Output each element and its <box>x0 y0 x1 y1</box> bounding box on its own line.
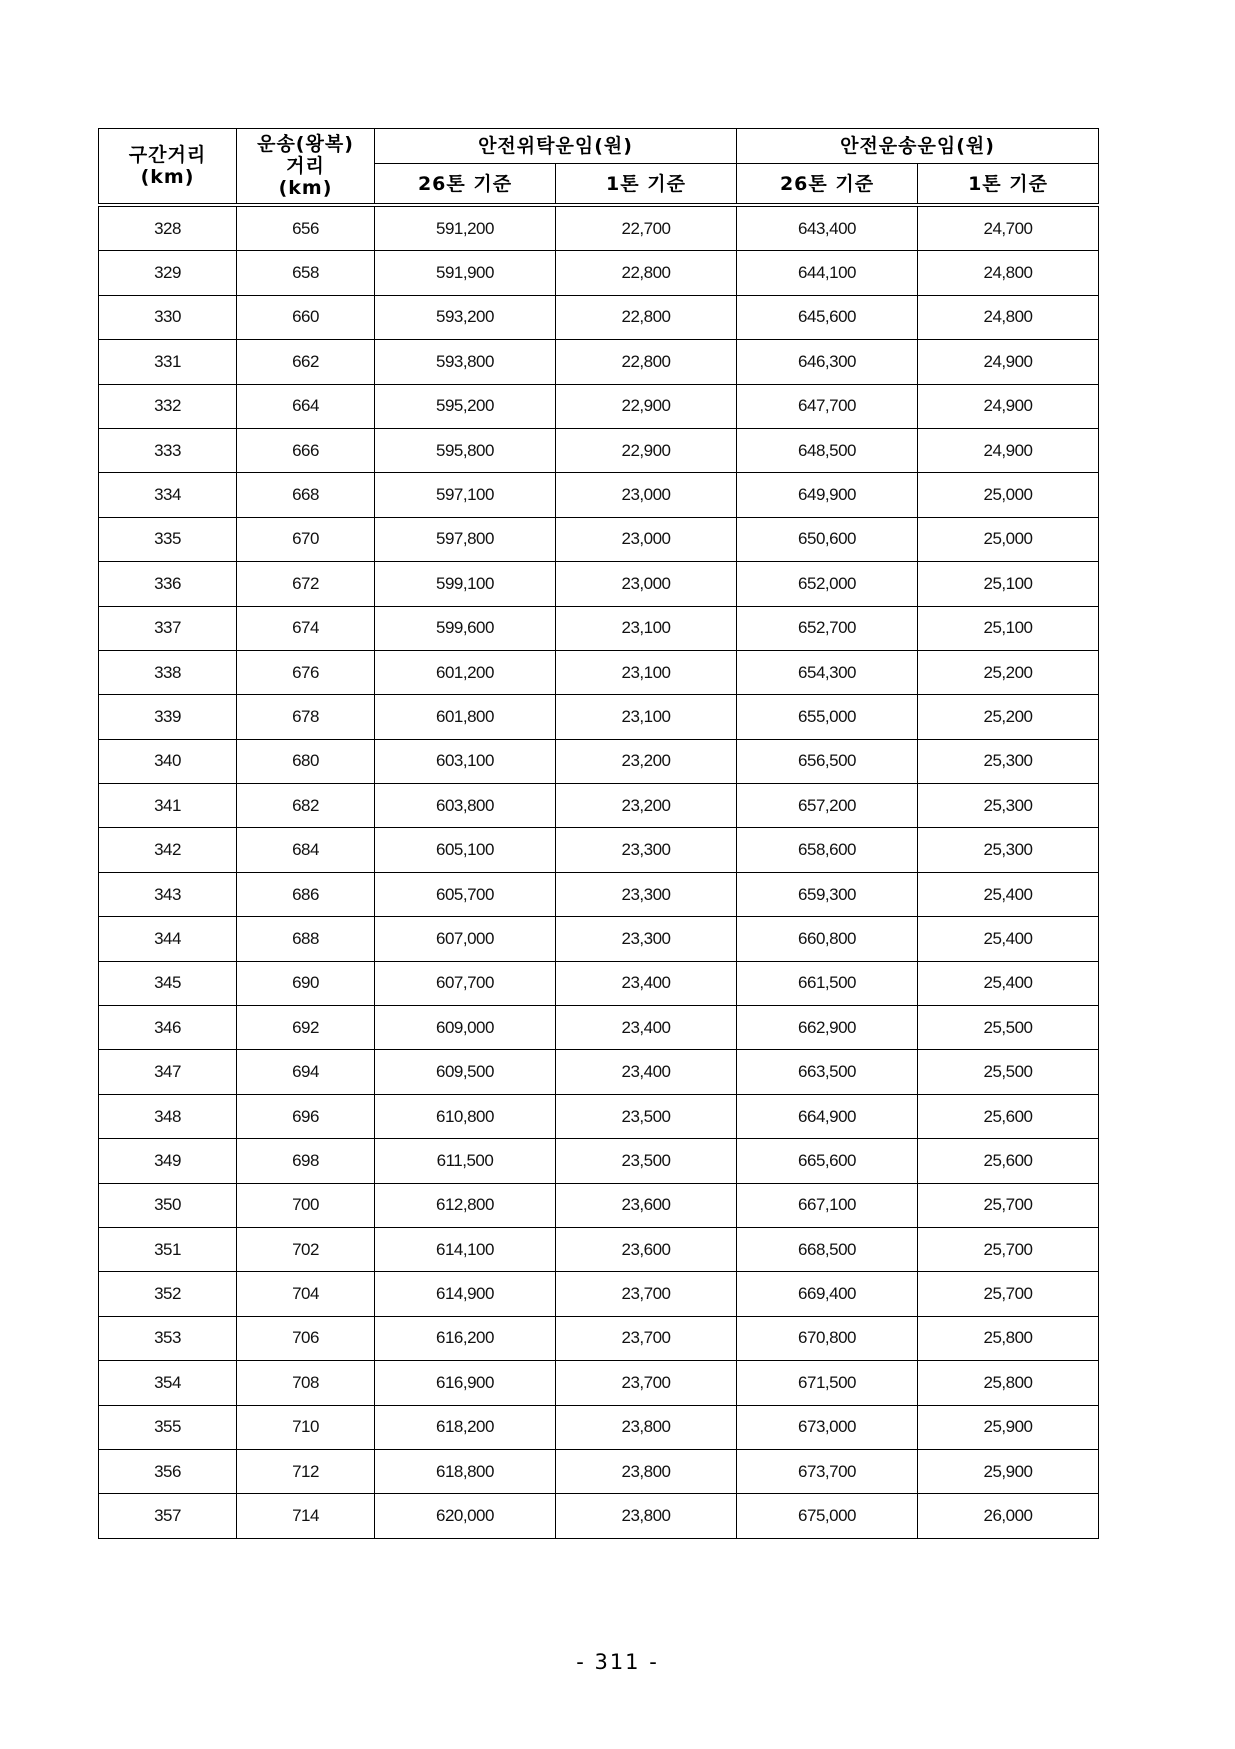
table-body <box>99 205 1099 1538</box>
table-row <box>99 1405 1099 1449</box>
cell-transport-distance: 660 <box>237 295 375 339</box>
cell-transport-26t: 665,600 <box>737 1139 918 1183</box>
header-section-distance-label: 구간거리 <box>128 144 207 166</box>
cell-consign-1t: 23,700 <box>556 1272 737 1316</box>
cell-transport-1t: 25,600 <box>918 1139 1099 1183</box>
cell-section-distance: 332 <box>99 384 237 428</box>
cell-consign-1t: 23,100 <box>556 650 737 694</box>
cell-transport-26t: 643,400 <box>737 205 918 251</box>
table-row <box>99 650 1099 694</box>
table-row <box>99 428 1099 472</box>
cell-section-distance: 351 <box>99 1227 237 1271</box>
table-row <box>99 961 1099 1005</box>
cell-transport-1t: 25,800 <box>918 1361 1099 1405</box>
table-row <box>99 1316 1099 1360</box>
cell-section-distance: 334 <box>99 473 237 517</box>
cell-transport-distance: 690 <box>237 961 375 1005</box>
cell-transport-26t: 649,900 <box>737 473 918 517</box>
cell-consign-26t: 593,800 <box>375 340 556 384</box>
cell-consign-26t: 611,500 <box>375 1139 556 1183</box>
cell-transport-26t: 656,500 <box>737 739 918 783</box>
cell-transport-26t: 652,000 <box>737 562 918 606</box>
table-row <box>99 695 1099 739</box>
cell-consign-1t: 22,900 <box>556 384 737 428</box>
cell-consign-26t: 614,900 <box>375 1272 556 1316</box>
cell-transport-1t: 24,800 <box>918 251 1099 295</box>
cell-section-distance: 337 <box>99 606 237 650</box>
cell-transport-distance: 710 <box>237 1405 375 1449</box>
cell-transport-1t: 25,800 <box>918 1316 1099 1360</box>
cell-consign-1t: 23,400 <box>556 1050 737 1094</box>
cell-transport-distance: 670 <box>237 517 375 561</box>
cell-section-distance: 340 <box>99 739 237 783</box>
cell-consign-26t: 591,900 <box>375 251 556 295</box>
header-row-1 <box>99 129 1099 164</box>
table-row <box>99 517 1099 561</box>
cell-transport-1t: 24,800 <box>918 295 1099 339</box>
cell-transport-distance: 706 <box>237 1316 375 1360</box>
cell-consign-1t: 23,500 <box>556 1139 737 1183</box>
cell-consign-26t: 599,600 <box>375 606 556 650</box>
cell-consign-1t: 22,800 <box>556 340 737 384</box>
cell-consign-1t: 23,500 <box>556 1094 737 1138</box>
cell-transport-1t: 25,200 <box>918 650 1099 694</box>
cell-transport-distance: 672 <box>237 562 375 606</box>
cell-transport-distance: 696 <box>237 1094 375 1138</box>
table-row <box>99 1272 1099 1316</box>
cell-consign-26t: 616,900 <box>375 1361 556 1405</box>
cell-consign-26t: 610,800 <box>375 1094 556 1138</box>
cell-transport-26t: 645,600 <box>737 295 918 339</box>
cell-transport-26t: 661,500 <box>737 961 918 1005</box>
cell-consign-1t: 22,900 <box>556 428 737 472</box>
cell-section-distance: 357 <box>99 1494 237 1538</box>
cell-transport-distance: 712 <box>237 1449 375 1493</box>
cell-consign-1t: 23,300 <box>556 872 737 916</box>
cell-consign-26t: 614,100 <box>375 1227 556 1271</box>
cell-section-distance: 338 <box>99 650 237 694</box>
table-row <box>99 205 1099 251</box>
cell-consign-26t: 618,200 <box>375 1405 556 1449</box>
table-row <box>99 562 1099 606</box>
cell-transport-1t: 25,400 <box>918 961 1099 1005</box>
cell-section-distance: 341 <box>99 784 237 828</box>
cell-transport-1t: 25,700 <box>918 1227 1099 1271</box>
cell-consign-26t: 597,800 <box>375 517 556 561</box>
cell-consign-1t: 22,800 <box>556 295 737 339</box>
cell-transport-1t: 25,500 <box>918 1050 1099 1094</box>
cell-transport-26t: 662,900 <box>737 1006 918 1050</box>
header-section-distance <box>99 129 237 206</box>
cell-consign-26t: 593,200 <box>375 295 556 339</box>
cell-section-distance: 353 <box>99 1316 237 1360</box>
cell-consign-26t: 607,000 <box>375 917 556 961</box>
cell-consign-26t: 597,100 <box>375 473 556 517</box>
cell-transport-26t: 668,500 <box>737 1227 918 1271</box>
cell-transport-26t: 670,800 <box>737 1316 918 1360</box>
cell-transport-distance: 688 <box>237 917 375 961</box>
cell-consign-26t: 618,800 <box>375 1449 556 1493</box>
cell-transport-distance: 704 <box>237 1272 375 1316</box>
cell-transport-distance: 668 <box>237 473 375 517</box>
cell-section-distance: 345 <box>99 961 237 1005</box>
cell-transport-1t: 25,900 <box>918 1449 1099 1493</box>
cell-section-distance: 336 <box>99 562 237 606</box>
cell-transport-distance: 708 <box>237 1361 375 1405</box>
header-transport-26t: 26톤 기준 <box>737 164 918 206</box>
cell-section-distance: 354 <box>99 1361 237 1405</box>
cell-transport-1t: 25,400 <box>918 872 1099 916</box>
cell-transport-1t: 24,900 <box>918 384 1099 428</box>
table-row <box>99 1139 1099 1183</box>
table-row <box>99 1094 1099 1138</box>
cell-section-distance: 347 <box>99 1050 237 1094</box>
table-row <box>99 739 1099 783</box>
cell-consign-1t: 23,600 <box>556 1227 737 1271</box>
header-consign-26t: 26톤 기준 <box>375 164 556 206</box>
cell-transport-26t: 673,000 <box>737 1405 918 1449</box>
cell-consign-26t: 605,100 <box>375 828 556 872</box>
cell-consign-1t: 23,300 <box>556 917 737 961</box>
table-row <box>99 295 1099 339</box>
cell-consign-1t: 23,000 <box>556 473 737 517</box>
cell-section-distance: 346 <box>99 1006 237 1050</box>
table-row <box>99 1494 1099 1538</box>
cell-consign-26t: 609,500 <box>375 1050 556 1094</box>
header-safe-transport-fare: 안전운송운임(원) <box>737 129 1099 164</box>
cell-section-distance: 333 <box>99 428 237 472</box>
cell-consign-26t: 609,000 <box>375 1006 556 1050</box>
cell-consign-26t: 603,100 <box>375 739 556 783</box>
cell-consign-1t: 23,700 <box>556 1316 737 1360</box>
header-consign-1t: 1톤 기준 <box>556 164 737 206</box>
cell-transport-26t: 659,300 <box>737 872 918 916</box>
cell-transport-26t: 646,300 <box>737 340 918 384</box>
cell-transport-1t: 25,000 <box>918 517 1099 561</box>
cell-consign-1t: 23,000 <box>556 517 737 561</box>
cell-section-distance: 349 <box>99 1139 237 1183</box>
fare-table <box>98 128 1099 1539</box>
cell-section-distance: 328 <box>99 205 237 251</box>
table-row <box>99 784 1099 828</box>
cell-transport-26t: 667,100 <box>737 1183 918 1227</box>
cell-section-distance: 348 <box>99 1094 237 1138</box>
cell-transport-1t: 25,600 <box>918 1094 1099 1138</box>
cell-transport-1t: 25,100 <box>918 562 1099 606</box>
cell-consign-1t: 23,400 <box>556 961 737 1005</box>
cell-transport-1t: 25,300 <box>918 784 1099 828</box>
header-transport-distance-label-2: 거리 <box>286 155 325 177</box>
cell-transport-distance: 664 <box>237 384 375 428</box>
cell-consign-26t: 595,800 <box>375 428 556 472</box>
cell-section-distance: 356 <box>99 1449 237 1493</box>
cell-consign-26t: 601,200 <box>375 650 556 694</box>
cell-consign-1t: 22,800 <box>556 251 737 295</box>
cell-section-distance: 335 <box>99 517 237 561</box>
cell-transport-1t: 25,200 <box>918 695 1099 739</box>
cell-consign-1t: 23,100 <box>556 695 737 739</box>
cell-consign-1t: 22,700 <box>556 205 737 251</box>
cell-consign-26t: 607,700 <box>375 961 556 1005</box>
cell-transport-distance: 656 <box>237 205 375 251</box>
cell-transport-26t: 648,500 <box>737 428 918 472</box>
cell-consign-26t: 603,800 <box>375 784 556 828</box>
cell-transport-distance: 686 <box>237 872 375 916</box>
table-row <box>99 917 1099 961</box>
header-section-distance-unit: (km) <box>140 166 195 188</box>
cell-transport-distance: 694 <box>237 1050 375 1094</box>
cell-consign-1t: 23,200 <box>556 784 737 828</box>
table-row <box>99 606 1099 650</box>
cell-transport-1t: 26,000 <box>918 1494 1099 1538</box>
cell-transport-1t: 25,700 <box>918 1183 1099 1227</box>
cell-transport-26t: 658,600 <box>737 828 918 872</box>
cell-transport-26t: 664,900 <box>737 1094 918 1138</box>
cell-transport-1t: 24,900 <box>918 340 1099 384</box>
cell-section-distance: 342 <box>99 828 237 872</box>
cell-consign-26t: 612,800 <box>375 1183 556 1227</box>
cell-consign-1t: 23,600 <box>556 1183 737 1227</box>
cell-transport-26t: 669,400 <box>737 1272 918 1316</box>
cell-section-distance: 350 <box>99 1183 237 1227</box>
cell-transport-distance: 658 <box>237 251 375 295</box>
cell-transport-26t: 673,700 <box>737 1449 918 1493</box>
cell-transport-26t: 650,600 <box>737 517 918 561</box>
cell-transport-26t: 654,300 <box>737 650 918 694</box>
cell-transport-1t: 24,700 <box>918 205 1099 251</box>
cell-transport-1t: 25,900 <box>918 1405 1099 1449</box>
cell-transport-26t: 657,200 <box>737 784 918 828</box>
cell-section-distance: 331 <box>99 340 237 384</box>
header-transport-distance-label-1: 운송(왕복) <box>257 133 354 155</box>
cell-consign-1t: 23,800 <box>556 1449 737 1493</box>
cell-consign-26t: 599,100 <box>375 562 556 606</box>
table-row <box>99 1449 1099 1493</box>
cell-transport-26t: 663,500 <box>737 1050 918 1094</box>
cell-transport-distance: 662 <box>237 340 375 384</box>
table-row <box>99 384 1099 428</box>
cell-transport-distance: 698 <box>237 1139 375 1183</box>
cell-transport-distance: 680 <box>237 739 375 783</box>
table-row <box>99 473 1099 517</box>
table-row <box>99 1050 1099 1094</box>
cell-section-distance: 330 <box>99 295 237 339</box>
cell-transport-distance: 676 <box>237 650 375 694</box>
table-row <box>99 1227 1099 1271</box>
cell-transport-1t: 25,400 <box>918 917 1099 961</box>
table-row <box>99 340 1099 384</box>
cell-section-distance: 339 <box>99 695 237 739</box>
cell-transport-1t: 25,700 <box>918 1272 1099 1316</box>
header-safe-consign-fare: 안전위탁운임(원) <box>375 129 737 164</box>
cell-section-distance: 329 <box>99 251 237 295</box>
cell-transport-1t: 25,300 <box>918 739 1099 783</box>
header-transport-1t: 1톤 기준 <box>918 164 1099 206</box>
table-row <box>99 251 1099 295</box>
cell-consign-1t: 23,000 <box>556 562 737 606</box>
table-row <box>99 828 1099 872</box>
table-row <box>99 872 1099 916</box>
cell-transport-distance: 700 <box>237 1183 375 1227</box>
page-number: - 311 - <box>576 1650 659 1674</box>
cell-section-distance: 344 <box>99 917 237 961</box>
cell-consign-26t: 616,200 <box>375 1316 556 1360</box>
cell-transport-26t: 652,700 <box>737 606 918 650</box>
cell-transport-1t: 24,900 <box>918 428 1099 472</box>
cell-consign-26t: 595,200 <box>375 384 556 428</box>
cell-transport-26t: 671,500 <box>737 1361 918 1405</box>
cell-transport-distance: 692 <box>237 1006 375 1050</box>
cell-transport-26t: 675,000 <box>737 1494 918 1538</box>
cell-transport-26t: 660,800 <box>737 917 918 961</box>
cell-consign-26t: 620,000 <box>375 1494 556 1538</box>
table-row <box>99 1361 1099 1405</box>
header-transport-distance <box>237 129 375 206</box>
cell-consign-26t: 591,200 <box>375 205 556 251</box>
cell-consign-1t: 23,700 <box>556 1361 737 1405</box>
cell-consign-1t: 23,800 <box>556 1405 737 1449</box>
cell-transport-distance: 702 <box>237 1227 375 1271</box>
header-transport-distance-unit: (km) <box>278 177 333 199</box>
cell-transport-1t: 25,000 <box>918 473 1099 517</box>
cell-consign-1t: 23,200 <box>556 739 737 783</box>
cell-transport-distance: 682 <box>237 784 375 828</box>
cell-section-distance: 355 <box>99 1405 237 1449</box>
cell-transport-distance: 674 <box>237 606 375 650</box>
cell-section-distance: 343 <box>99 872 237 916</box>
cell-transport-26t: 647,700 <box>737 384 918 428</box>
cell-consign-1t: 23,400 <box>556 1006 737 1050</box>
cell-consign-26t: 601,800 <box>375 695 556 739</box>
table-row <box>99 1006 1099 1050</box>
cell-consign-26t: 605,700 <box>375 872 556 916</box>
cell-transport-26t: 644,100 <box>737 251 918 295</box>
cell-transport-26t: 655,000 <box>737 695 918 739</box>
cell-consign-1t: 23,800 <box>556 1494 737 1538</box>
cell-transport-1t: 25,100 <box>918 606 1099 650</box>
cell-transport-distance: 666 <box>237 428 375 472</box>
cell-transport-1t: 25,300 <box>918 828 1099 872</box>
cell-consign-1t: 23,100 <box>556 606 737 650</box>
cell-transport-distance: 678 <box>237 695 375 739</box>
cell-transport-distance: 714 <box>237 1494 375 1538</box>
table-row <box>99 1183 1099 1227</box>
cell-consign-1t: 23,300 <box>556 828 737 872</box>
cell-transport-distance: 684 <box>237 828 375 872</box>
cell-section-distance: 352 <box>99 1272 237 1316</box>
cell-transport-1t: 25,500 <box>918 1006 1099 1050</box>
